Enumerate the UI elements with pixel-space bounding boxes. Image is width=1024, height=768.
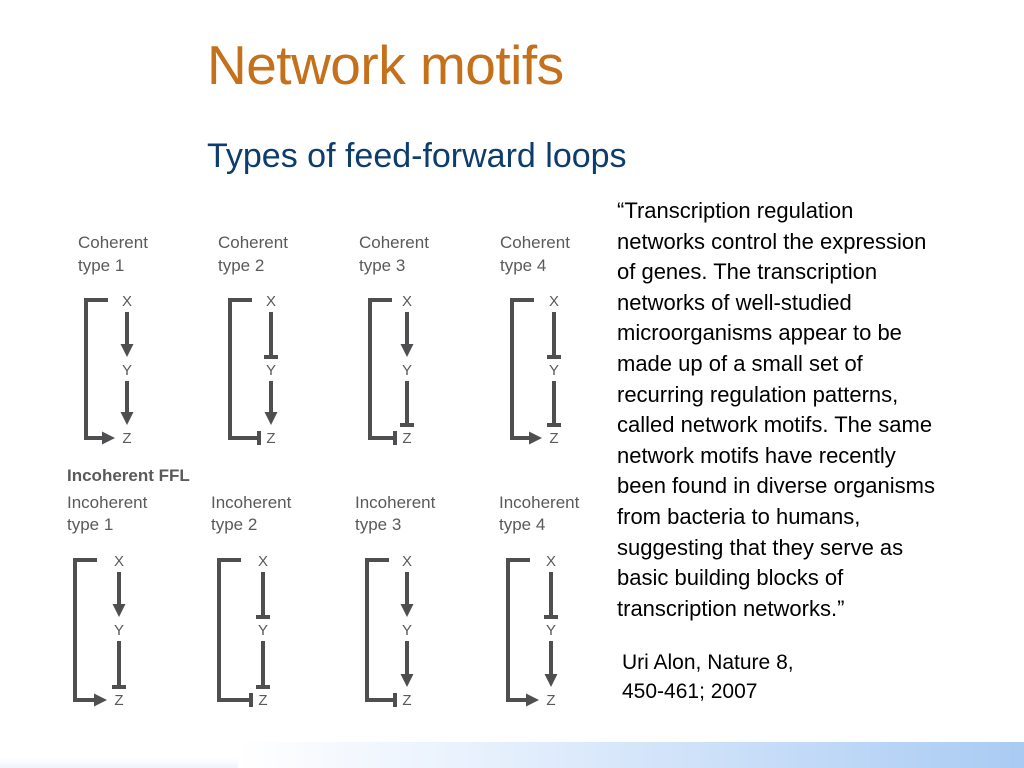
node-z-label: Z (122, 430, 132, 447)
node-z-label: Z (549, 430, 559, 447)
quote-line: been found in diverse organisms (617, 473, 935, 499)
motif-label-line1: Incoherent (67, 493, 148, 512)
edge-x-to-y-arrowhead (121, 344, 134, 357)
quote-line: basic building blocks of (617, 565, 844, 591)
node-y-label: Y (113, 622, 125, 639)
motif-label-line1: Incoherent (499, 493, 580, 512)
motif-label-line2: type 1 (67, 515, 114, 534)
node-x-label: X (548, 293, 560, 310)
citation-block (622, 648, 882, 706)
edge-x-to-z (367, 560, 395, 700)
motif-label-line1: Coherent (78, 233, 148, 252)
edge-x-to-z (370, 300, 395, 438)
footer-band-left (0, 758, 238, 768)
motif-label-line2: type 3 (355, 515, 402, 534)
node-z-label: Z (114, 692, 124, 709)
edge-x-to-z (219, 560, 251, 700)
node-x-label: X (401, 293, 413, 310)
quote-line: from bacteria to humans, (617, 503, 861, 529)
quote-line: “Transcription regulation (617, 198, 854, 223)
motif-label-line1: Coherent (218, 233, 288, 252)
quote-line: called network motifs. The same (617, 412, 933, 438)
edge-x-to-y-arrowhead (113, 604, 126, 617)
edge-x-to-z-arrowhead (94, 694, 107, 707)
node-x-label: X (401, 553, 413, 570)
edge-x-to-z (508, 560, 530, 700)
quote-block (617, 196, 1002, 624)
quote-line: of genes. The transcription (617, 259, 878, 285)
node-x-label: X (265, 293, 277, 310)
edge-y-to-z-arrowhead (121, 412, 134, 425)
edge-x-to-z (86, 300, 108, 438)
motif-label-line2: type 1 (78, 256, 125, 275)
edge-x-to-z-arrowhead (526, 694, 539, 707)
edge-y-to-z-arrowhead (265, 412, 278, 425)
edge-x-to-z (75, 560, 97, 700)
edge-y-to-z-arrowhead (401, 674, 414, 687)
motif-label-line1: Incoherent (355, 493, 436, 512)
node-z-label: Z (266, 430, 276, 447)
edge-x-to-z (512, 300, 534, 438)
motif-label-line2: type 4 (500, 256, 547, 275)
edge-x-to-z (230, 300, 259, 438)
node-x-label: X (113, 553, 125, 570)
quote-line: network motifs have recently (617, 442, 896, 468)
motif-label-line2: type 2 (211, 515, 258, 534)
node-y-label: Y (545, 622, 557, 639)
node-y-label: Y (401, 622, 413, 639)
motif-label-line1: Coherent (500, 233, 570, 252)
quote-line: suggesting that they serve as (617, 534, 904, 560)
motif-label-line2: type 3 (359, 256, 406, 275)
node-x-label: X (257, 553, 269, 570)
node-z-label: Z (258, 692, 268, 709)
quote-line: networks control the expression (617, 228, 927, 254)
node-y-label: Y (265, 362, 277, 379)
node-y-label: Y (401, 362, 413, 379)
quote-line: microorganisms appear to be (617, 320, 902, 346)
node-y-label: Y (548, 362, 560, 379)
incoherent-ffl-heading: Incoherent FFL (67, 466, 190, 485)
node-x-label: X (545, 553, 557, 570)
motif-label-line2: type 4 (499, 515, 546, 534)
motif-label-line2: type 2 (218, 256, 265, 275)
footer-gradient-bar (238, 742, 1024, 768)
quote-line: recurring regulation patterns, (617, 381, 899, 407)
edge-x-to-z-arrowhead (529, 432, 542, 445)
slide-subtitle: Types of feed-forward loops (207, 137, 627, 175)
citation-line-1: Uri Alon, Nature 8, (622, 651, 794, 674)
edge-y-to-z-arrowhead (545, 674, 558, 687)
node-z-label: Z (546, 692, 556, 709)
edge-x-to-y-arrowhead (401, 604, 414, 617)
node-x-label: X (121, 293, 133, 310)
motif-label-line1: Incoherent (211, 493, 292, 512)
edge-x-to-y-arrowhead (401, 344, 414, 357)
citation-line-2: 450-461; 2007 (622, 680, 758, 703)
motif-label-line1: Coherent (359, 233, 429, 252)
node-z-label: Z (402, 430, 412, 447)
slide-title: Network motifs (207, 34, 564, 96)
node-y-label: Y (257, 622, 269, 639)
edge-x-to-z-arrowhead (102, 432, 115, 445)
quote-line: made up of a small set of (617, 350, 863, 376)
quote-line: transcription networks.” (617, 595, 845, 621)
node-y-label: Y (121, 362, 133, 379)
node-z-label: Z (402, 692, 412, 709)
quote-line: networks of well-studied (617, 289, 852, 315)
